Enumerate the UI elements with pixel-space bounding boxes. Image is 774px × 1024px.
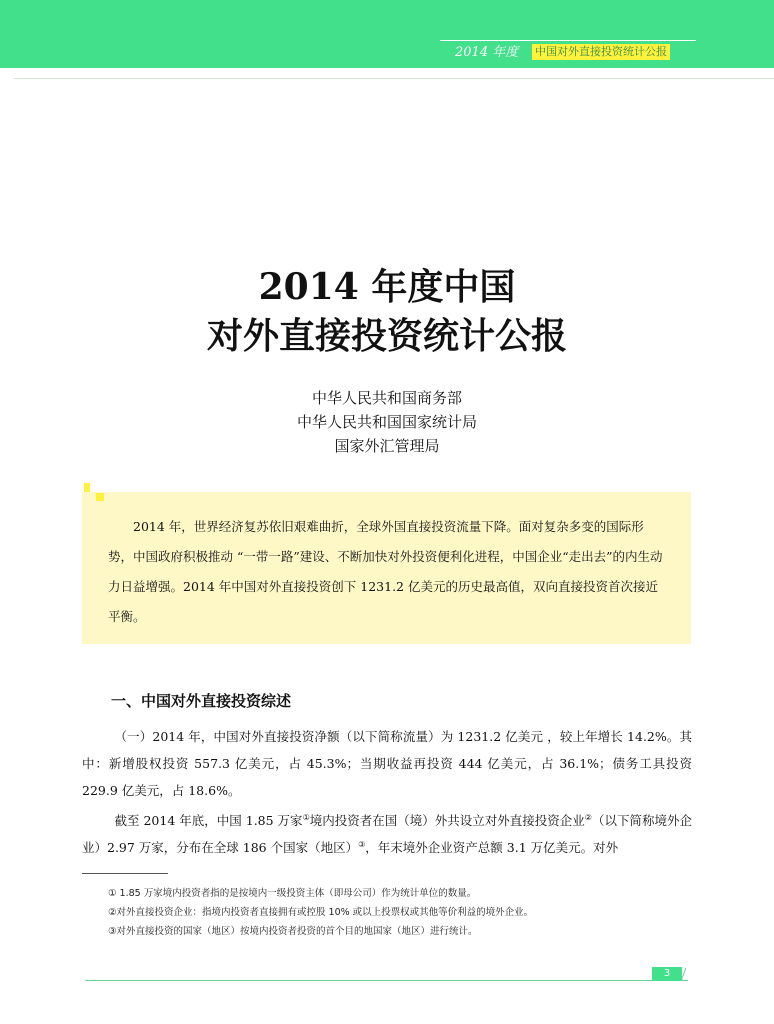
para2-part-d: ，年末境外企业资产总额 3.1 万亿美元。对外 [365, 840, 619, 855]
authors-block [0, 386, 774, 458]
title-line-2: 对外直接投资统计公报 [206, 315, 567, 357]
summary-box [82, 492, 691, 644]
summary-text: 2014 年，世界经济复苏依旧艰难曲折，全球外国直接投资流量下降。面对复杂多变的国际形势，中国政府积极推动 “一带一路”建设、不断加快对外投资便利化进程，中国企业“走出去”的内生动力日益增强。2014 年中国对外直接投资创下 1231.2 亿美元的历史最高值，双向直接投资首次接近平衡。 [108, 519, 663, 624]
page-number: 3 [652, 967, 682, 981]
header-tag: 中国对外直接投资统计公报 [532, 44, 670, 60]
body-paragraph-1: （一）2014 年，中国对外直接投资净额（以下简称流量）为 1231.2 亿美元 ，较上年增长 14.2%。其中：新增股权投资 557.3 亿美元，占 45.3%；当期收益再投资 444 亿美元，占 36.1%；债务工具投资 229.9 亿美元，占 18.6%。 [82, 729, 692, 798]
author-2: 中华人民共和国国家统计局 [296, 413, 477, 431]
header-divider [440, 40, 696, 41]
section-heading: 一、中国对外直接投资综述 [111, 692, 292, 710]
title-line-1: 2014 年度中国 [258, 266, 516, 308]
para2-part-c: （以下简称境外企业）2.97 万家，分布在全球 186 个国家（地区） [82, 813, 692, 855]
footnote-3: ③对外直接投资的国家（地区）按境内投资者投资的首个目的地国家（地区）进行统计。 [108, 926, 478, 937]
para2-part-b: 境内投资者在国（境）外共设立对外直接投资企业 [309, 813, 585, 828]
decor-square-small [96, 493, 104, 501]
footnote-ref-1[interactable]: ① [302, 812, 310, 822]
author-1: 中华人民共和国商务部 [311, 389, 462, 407]
footnote-ref-2[interactable]: ② [584, 812, 592, 822]
footer-rule [85, 980, 688, 981]
page-top-rule [14, 78, 774, 79]
footnote-ref-3[interactable]: ③ [358, 839, 366, 849]
footnotes [108, 884, 688, 941]
author-3: 国家外汇管理局 [334, 437, 440, 455]
para2-part-a: 截至 2014 年底，中国 1.85 万家 [114, 813, 303, 828]
body-paragraph-2 [82, 807, 692, 861]
footnote-2: ②对外直接投资企业：指境内投资者直接拥有或控股 10% 或以上投票权或其他等价利益的境外企业。 [108, 907, 534, 918]
header-year: 2014 年度 [455, 45, 519, 60]
footnote-rule [82, 873, 168, 874]
footnote-1: ① 1.85 万家境内投资者指的是按境内一级投资主体（即母公司）作为统计单位的数量。 [108, 888, 477, 899]
